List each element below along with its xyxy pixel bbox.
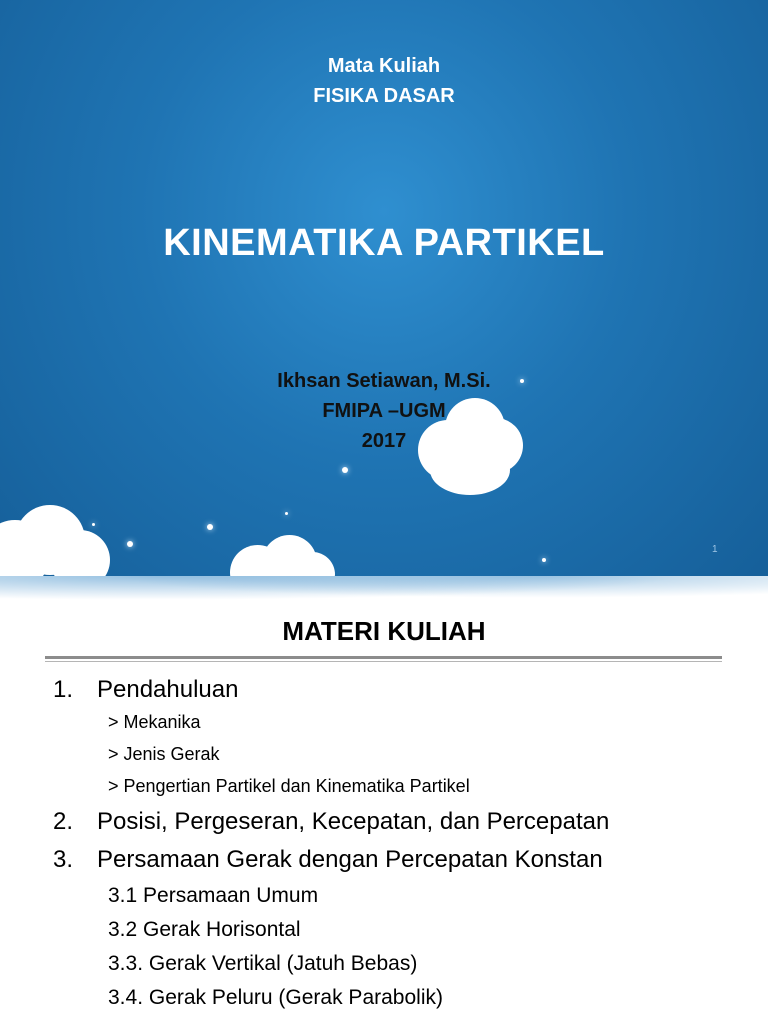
outline-subitem: > Jenis Gerak <box>108 744 220 764</box>
outline-slide <box>0 604 768 1024</box>
item-number: 1. <box>53 676 74 703</box>
outline-subitem: 3.4. Gerak Peluru (Gerak Parabolik) <box>108 986 443 1009</box>
sparkle-icon <box>285 512 288 515</box>
sparkle-icon <box>207 524 213 530</box>
course-name: FISIKA DASAR <box>313 85 455 107</box>
outline-subitem: 3.3. Gerak Vertikal (Jatuh Bebas) <box>108 952 418 975</box>
outline-heading: MATERI KULIAH <box>282 616 486 646</box>
author-name: Ikhsan Setiawan, M.Si. <box>277 370 491 392</box>
page-number: 1 <box>712 544 718 555</box>
outline-item-1 <box>53 676 238 704</box>
sparkle-icon <box>342 467 348 473</box>
sparkle-icon <box>542 558 546 562</box>
outline-subitem: 3.1 Persamaan Umum <box>108 884 319 907</box>
outline-subitem: 3.2 Gerak Horisontal <box>108 918 301 941</box>
item-number: 3. <box>53 846 74 873</box>
author-year: 2017 <box>361 430 407 452</box>
author-institution: FMIPA –UGM <box>322 400 446 422</box>
slide-title: KINEMATIKA PARTIKEL <box>163 222 605 264</box>
sparkle-icon <box>127 541 133 547</box>
outline-item-3 <box>53 846 603 874</box>
sparkle-icon <box>92 523 95 526</box>
item-text: Posisi, Pergeseran, Kecepatan, dan Percepatan <box>97 808 610 835</box>
heading-divider <box>45 656 722 659</box>
item-text: Pendahuluan <box>97 676 239 703</box>
outline-subitem: > Pengertian Partikel dan Kinematika Partikel <box>108 776 470 796</box>
item-number: 2. <box>53 808 74 835</box>
item-text: Persamaan Gerak dengan Percepatan Konstan <box>97 846 603 873</box>
outline-item-2 <box>53 808 609 836</box>
course-label: Mata Kuliah <box>327 55 441 77</box>
outline-subitem: > Mekanika <box>108 712 201 732</box>
slide-bottom-shadow <box>0 576 768 604</box>
heading-divider-thin <box>45 661 722 662</box>
